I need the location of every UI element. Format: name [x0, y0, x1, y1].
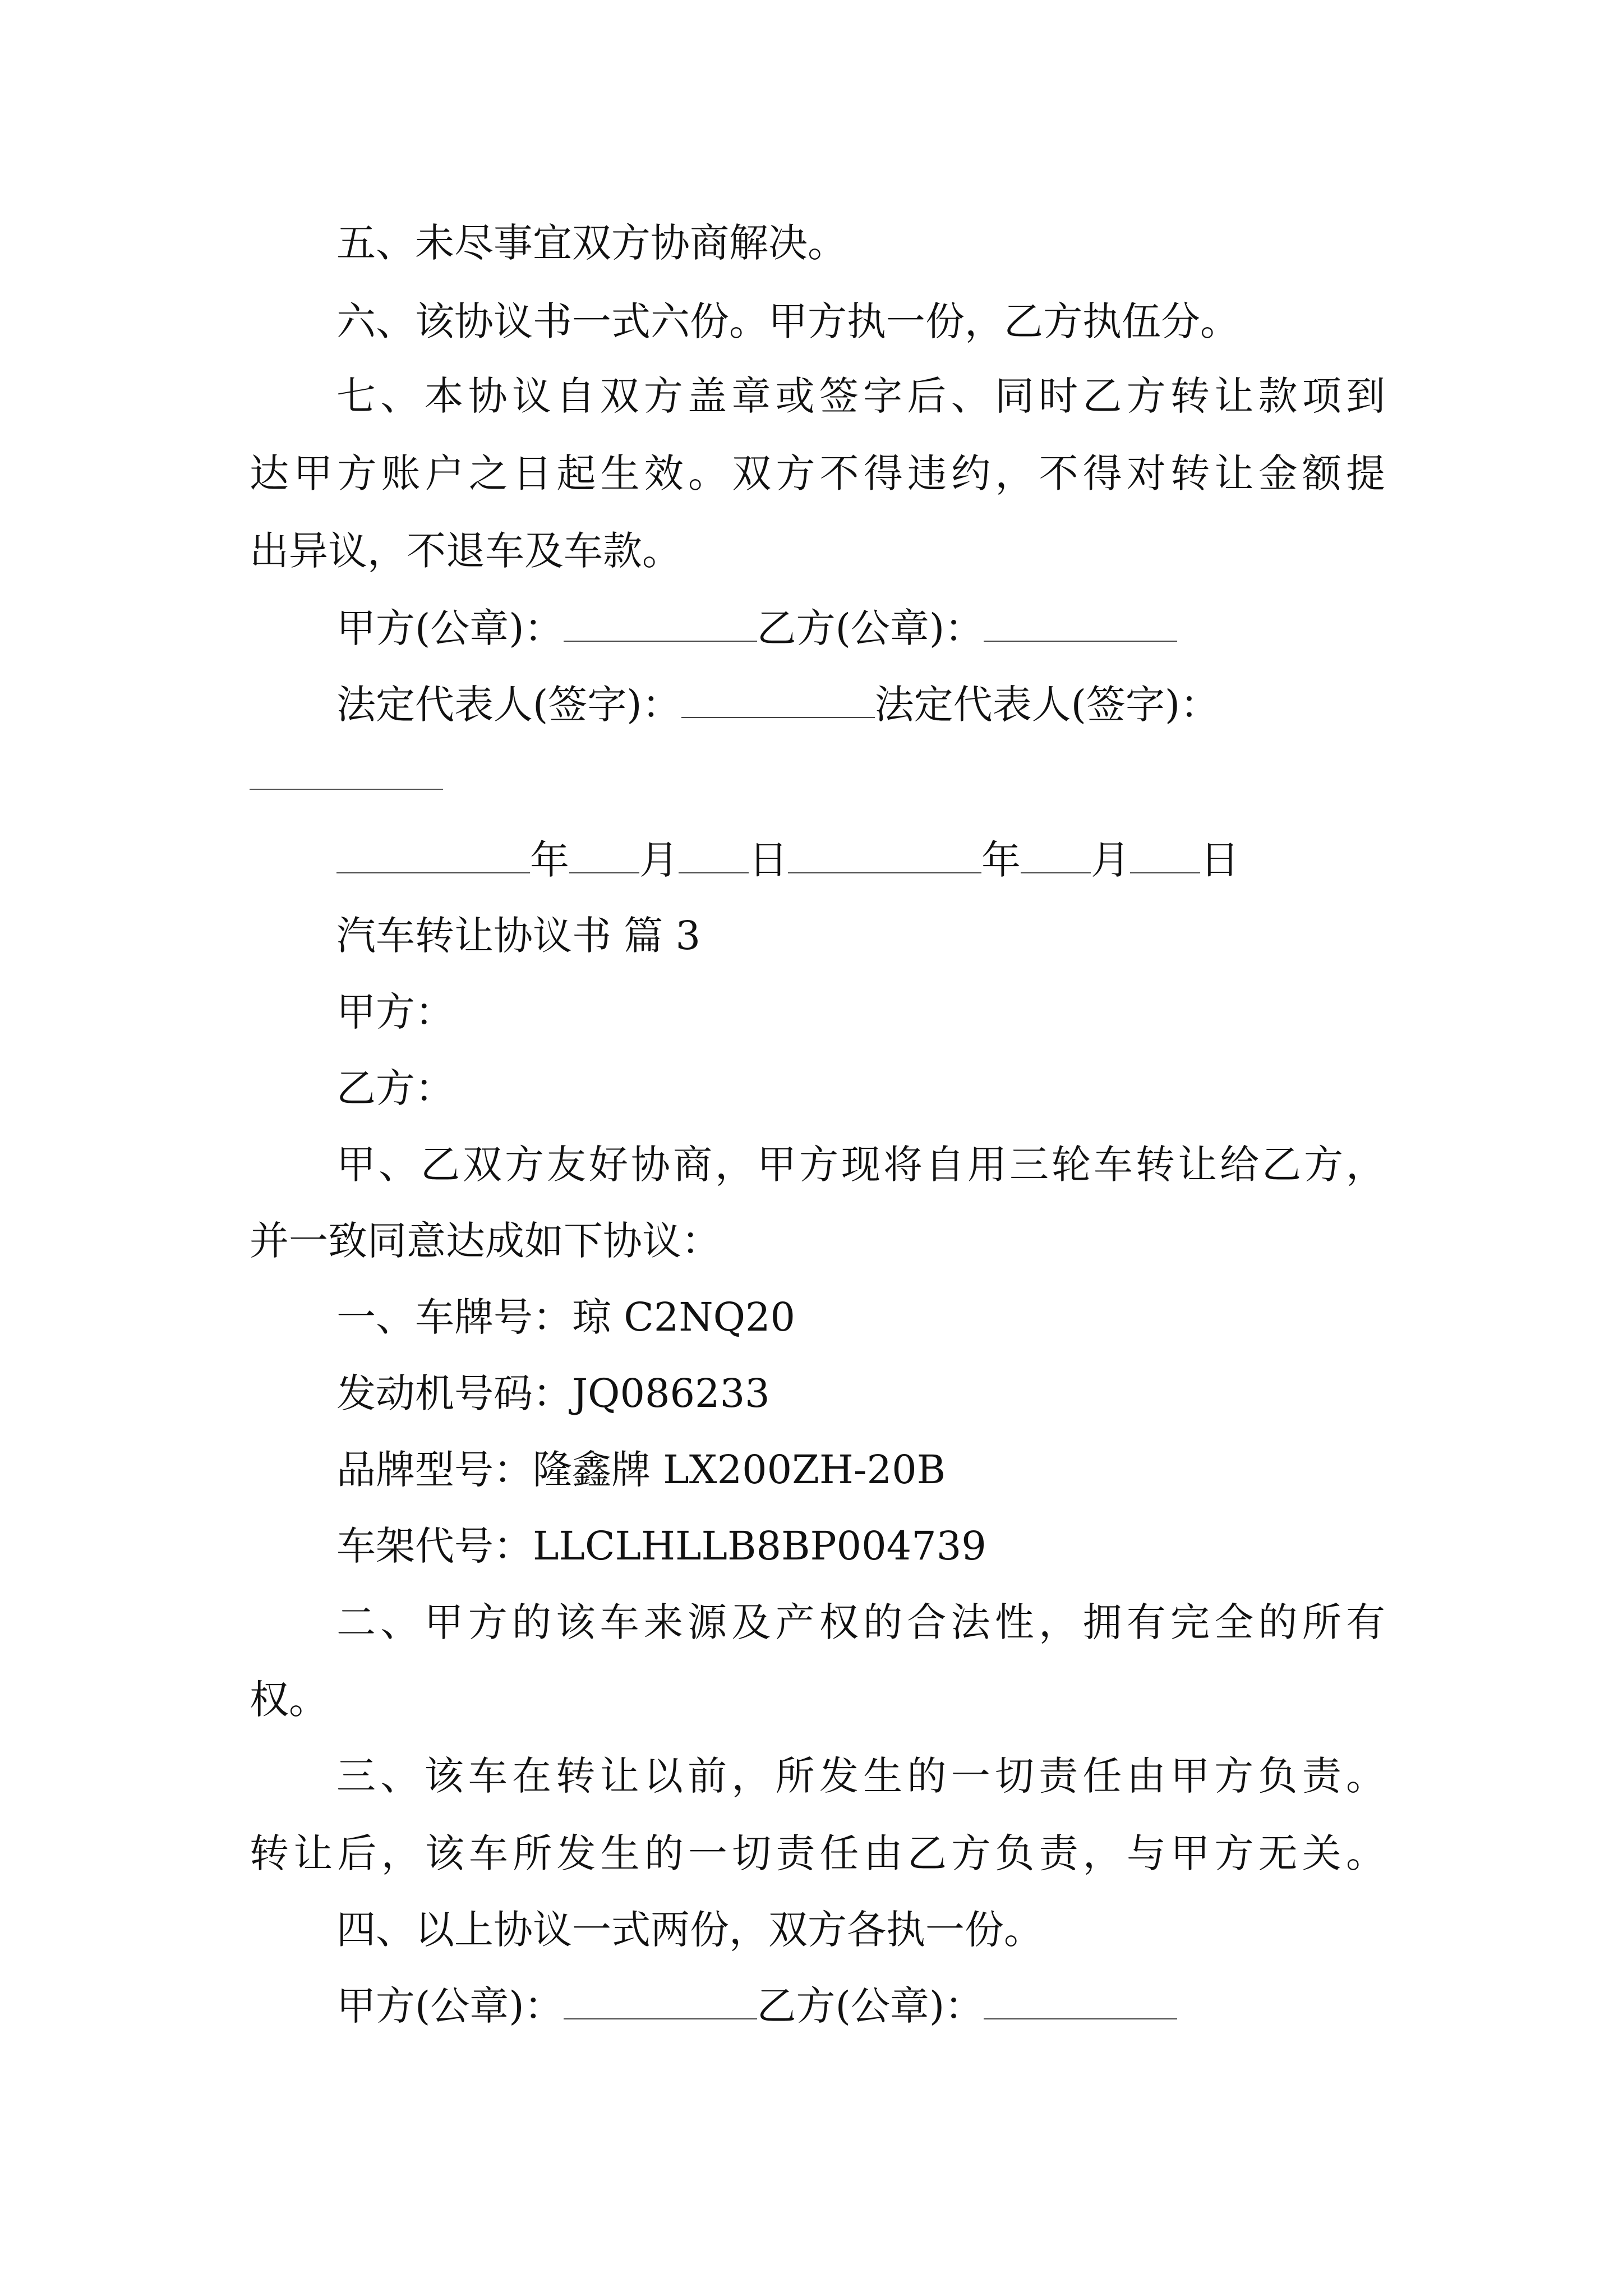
section-title: 汽车转让协议书 篇 3	[336, 913, 701, 959]
engine-number-label: 发动机号码：	[336, 1370, 572, 1416]
date-a-month-label: 月	[639, 837, 679, 883]
clause-7-line-3: 出异议，不退车及车款。	[250, 528, 681, 574]
party-a-rep-label: 法定代表人(签字)：	[336, 682, 681, 728]
party-b-seal-blank-2	[984, 1985, 1177, 2019]
intro-line-2: 并一致同意达成如下协议：	[250, 1218, 721, 1264]
date-line	[336, 833, 1239, 887]
engine-number-line	[336, 1366, 770, 1420]
brand-model-label: 品牌型号：隆鑫牌	[336, 1447, 663, 1493]
date-a-year-blank	[336, 839, 530, 873]
date-a-day-blank	[679, 839, 749, 873]
date-a-year-label: 年	[530, 837, 569, 883]
party-b-seal-label-2: 乙方(公章)：	[757, 1983, 984, 2029]
party-a-line: 甲方：	[336, 989, 454, 1035]
date-b-day-blank	[1130, 839, 1200, 873]
intro-line-1: 甲、乙双方友好协商，甲方现将自用三轮车转让给乙方，	[336, 1142, 1385, 1188]
party-a-rep-blank	[681, 683, 875, 718]
signature-line-seals-2	[336, 1979, 1177, 2033]
clause-5: 五、未尽事宜双方协商解决。	[336, 220, 847, 266]
party-a-seal-blank-2	[564, 1985, 757, 2019]
party-b-rep-label: 法定代表人(签字)：	[874, 682, 1220, 728]
date-a-month-blank	[569, 839, 639, 873]
clause-2-line-1: 二、甲方的该车来源及产权的合法性，拥有完全的所有	[336, 1599, 1385, 1645]
plate-number-line	[336, 1290, 795, 1344]
clause-7-line-2: 达甲方账户之日起生效。双方不得违约，不得对转让金额提	[250, 450, 1385, 496]
party-a-seal-label: 甲方(公章)：	[336, 605, 564, 651]
engine-number-value: JQ086233	[572, 1370, 770, 1416]
party-a-seal-label-2: 甲方(公章)：	[336, 1983, 564, 2029]
party-a-seal-blank	[564, 607, 757, 642]
party-b-seal-label: 乙方(公章)：	[757, 605, 984, 651]
brand-model-value: LX200ZH-20B	[663, 1447, 946, 1493]
clause-3-line-1: 三、该车在转让以前，所发生的一切责任由甲方负责。	[336, 1753, 1385, 1799]
signature-line-representatives	[336, 678, 1219, 731]
vin-value: LLCLHLLB8BP004739	[533, 1523, 986, 1569]
clause-2-line-2: 权。	[250, 1677, 328, 1723]
date-a-day-label: 日	[749, 837, 788, 883]
plate-number-label: 一、车牌号：琼	[336, 1294, 624, 1340]
date-b-day-label: 日	[1200, 837, 1239, 883]
vin-line	[336, 1519, 986, 1573]
party-b-seal-blank	[984, 607, 1177, 642]
clause-3-line-2: 转让后，该车所发生的一切责任由乙方负责，与甲方无关。	[250, 1830, 1385, 1876]
clause-7-line-1: 七、本协议自双方盖章或签字后、同时乙方转让款项到	[336, 373, 1385, 419]
party-b-line: 乙方：	[336, 1065, 454, 1111]
clause-6: 六、该协议书一式六份。甲方执一份，乙方执伍分。	[336, 298, 1239, 344]
signature-line-seals	[336, 601, 1177, 655]
date-b-year-label: 年	[981, 837, 1021, 883]
plate-number-value: C2NQ20	[624, 1294, 796, 1340]
date-b-year-blank	[788, 839, 981, 873]
date-b-month-label: 月	[1091, 837, 1130, 883]
clause-4: 四、以上协议一式两份，双方各执一份。	[336, 1907, 1043, 1953]
brand-model-line	[336, 1443, 946, 1497]
party-b-rep-blank	[250, 789, 443, 790]
vin-label: 车架代号：	[336, 1523, 533, 1569]
date-b-month-blank	[1021, 839, 1091, 873]
